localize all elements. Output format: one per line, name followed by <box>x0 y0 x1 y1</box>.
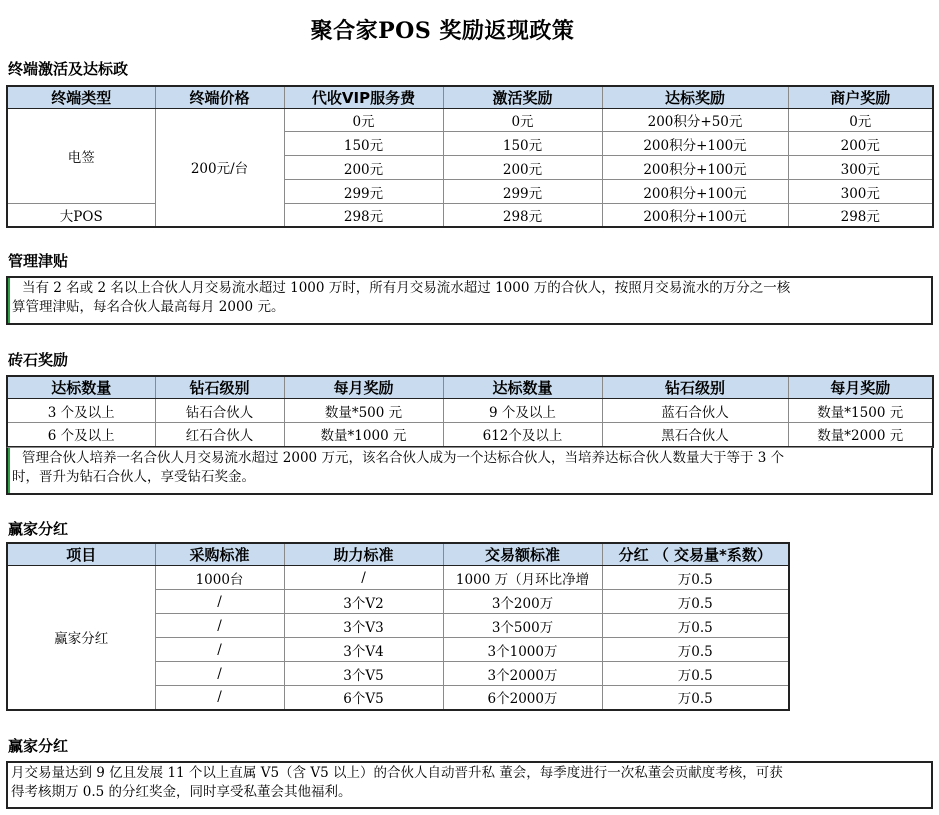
header-purchase-standard: 采购标准 <box>155 543 284 566</box>
table-cell: / <box>155 590 284 614</box>
section-title-terminal-policy: 终端激活及达标政 <box>8 60 129 78</box>
private-board-note <box>6 761 933 809</box>
table-cell: 数量*1500 元 <box>788 399 933 423</box>
table-cell: 299元 <box>443 180 602 204</box>
table-cell: 红石合伙人 <box>155 423 284 447</box>
table-cell: 200元 <box>788 132 933 156</box>
diamond-reward-note <box>6 447 933 495</box>
table-cell: 612个及以上 <box>443 423 602 447</box>
header-assist-standard: 助力标准 <box>284 543 443 566</box>
table-cell: 3个500万 <box>443 614 602 638</box>
table-cell: 200积分+100元 <box>602 180 788 204</box>
header-vip-fee: 代收VIP服务费 <box>284 86 443 109</box>
winner-dividend-table <box>6 542 790 711</box>
table-cell: 200积分+100元 <box>602 156 788 180</box>
diamond-reward-table <box>6 375 934 448</box>
table-cell: 200元 <box>284 156 443 180</box>
table-cell: 300元 <box>788 156 933 180</box>
section-title-diamond-reward: 砖石奖励 <box>8 351 69 369</box>
section-title-winner-dividend-2: 赢家分红 <box>8 737 69 755</box>
table-cell: 298元 <box>284 204 443 227</box>
table-cell: 3个200万 <box>443 590 602 614</box>
table-cell: 数量*2000 元 <box>788 423 933 447</box>
table-cell: / <box>155 686 284 710</box>
table-cell: 万0.5 <box>602 638 789 662</box>
page-title: 聚合家POS 奖励返现政策 <box>310 18 575 44</box>
section-title-winner-dividend: 赢家分红 <box>8 520 69 538</box>
table-cell: 0元 <box>284 109 443 132</box>
table-cell: 9 个及以上 <box>443 399 602 423</box>
table-cell: 299元 <box>284 180 443 204</box>
header-dividend: 分红 （ 交易量*系数） <box>602 543 789 566</box>
table-cell: / <box>155 662 284 686</box>
note-line: 算管理津贴，每名合伙人最高每月 2000 元。 <box>12 299 285 315</box>
terminal-price: 200元/台 <box>155 109 284 227</box>
header-project: 项目 <box>7 543 155 566</box>
header-diamond-level: 钻石级别 <box>155 376 284 399</box>
header-merchant-reward: 商户奖励 <box>788 86 933 109</box>
table-cell: 6个V5 <box>284 686 443 710</box>
table-cell: 200积分+100元 <box>602 132 788 156</box>
header-terminal-type: 终端类型 <box>7 86 155 109</box>
terminal-type-epos: 电签 <box>7 109 155 204</box>
table-cell: 200积分+50元 <box>602 109 788 132</box>
table-cell: 0元 <box>443 109 602 132</box>
table-cell: 0元 <box>788 109 933 132</box>
table-cell: 黑石合伙人 <box>602 423 788 447</box>
header-volume-standard: 交易额标准 <box>443 543 602 566</box>
table-cell: 3个V4 <box>284 638 443 662</box>
table-cell: 万0.5 <box>602 662 789 686</box>
table-cell: 3个2000万 <box>443 662 602 686</box>
table-cell: 150元 <box>284 132 443 156</box>
table-cell: 数量*1000 元 <box>284 423 443 447</box>
note-line: 月交易量达到 9 亿且发展 11 个以上直属 V5（含 V5 以上）的合伙人自动晋升私 董会，每季度进行一次私董会贡献度考核，可获 <box>11 765 783 781</box>
management-allowance-note <box>6 276 933 325</box>
winner-dividend-project: 赢家分红 <box>7 566 155 710</box>
table-cell: 6 个及以上 <box>7 423 155 447</box>
table-cell: / <box>284 566 443 590</box>
table-cell: 1000 万（月环比净增 <box>443 566 602 590</box>
table-cell: 万0.5 <box>602 686 789 710</box>
table-cell: 万0.5 <box>602 614 789 638</box>
note-line: 时，晋升为钻石合伙人，享受钻石奖金。 <box>12 469 255 485</box>
note-line: 管理合伙人培养一名合伙人月交易流水超过 2000 万元，该名合伙人成为一个达标合伙人，当培养达标合伙人数量大于等于 3 个 <box>22 450 785 466</box>
table-cell: 200元 <box>443 156 602 180</box>
terminal-reward-table <box>6 85 934 228</box>
header-diamond-level: 钻石级别 <box>602 376 788 399</box>
header-target-reward: 达标奖励 <box>602 86 788 109</box>
header-monthly-reward: 每月奖励 <box>788 376 933 399</box>
header-terminal-price: 终端价格 <box>155 86 284 109</box>
table-cell: 3个1000万 <box>443 638 602 662</box>
header-target-count: 达标数量 <box>443 376 602 399</box>
table-cell: 200积分+100元 <box>602 204 788 227</box>
table-cell: 298元 <box>788 204 933 227</box>
table-cell: 万0.5 <box>602 590 789 614</box>
table-cell: 150元 <box>443 132 602 156</box>
table-cell: 钻石合伙人 <box>155 399 284 423</box>
table-cell: 蓝石合伙人 <box>602 399 788 423</box>
table-cell: 300元 <box>788 180 933 204</box>
note-line: 得考核期万 0.5 的分红奖金，同时享受私董会其他福利。 <box>11 784 352 800</box>
terminal-type-big-pos: 大POS <box>7 204 155 227</box>
note-line: 当有 2 名或 2 名以上合伙人月交易流水超过 1000 万时，所有月交易流水超过 1000 万的合伙人，按照月交易流水的万分之一核 <box>22 280 791 296</box>
table-cell: / <box>155 614 284 638</box>
table-cell: 数量*500 元 <box>284 399 443 423</box>
table-cell: 3个V3 <box>284 614 443 638</box>
table-cell: 6个2000万 <box>443 686 602 710</box>
header-target-count: 达标数量 <box>7 376 155 399</box>
header-monthly-reward: 每月奖励 <box>284 376 443 399</box>
header-activation-reward: 激活奖励 <box>443 86 602 109</box>
table-cell: 298元 <box>443 204 602 227</box>
table-cell: / <box>155 638 284 662</box>
table-cell: 3 个及以上 <box>7 399 155 423</box>
section-title-management-allowance: 管理津贴 <box>8 252 69 270</box>
table-cell: 3个V2 <box>284 590 443 614</box>
table-cell: 3个V5 <box>284 662 443 686</box>
table-cell: 1000台 <box>155 566 284 590</box>
table-cell: 万0.5 <box>602 566 789 590</box>
